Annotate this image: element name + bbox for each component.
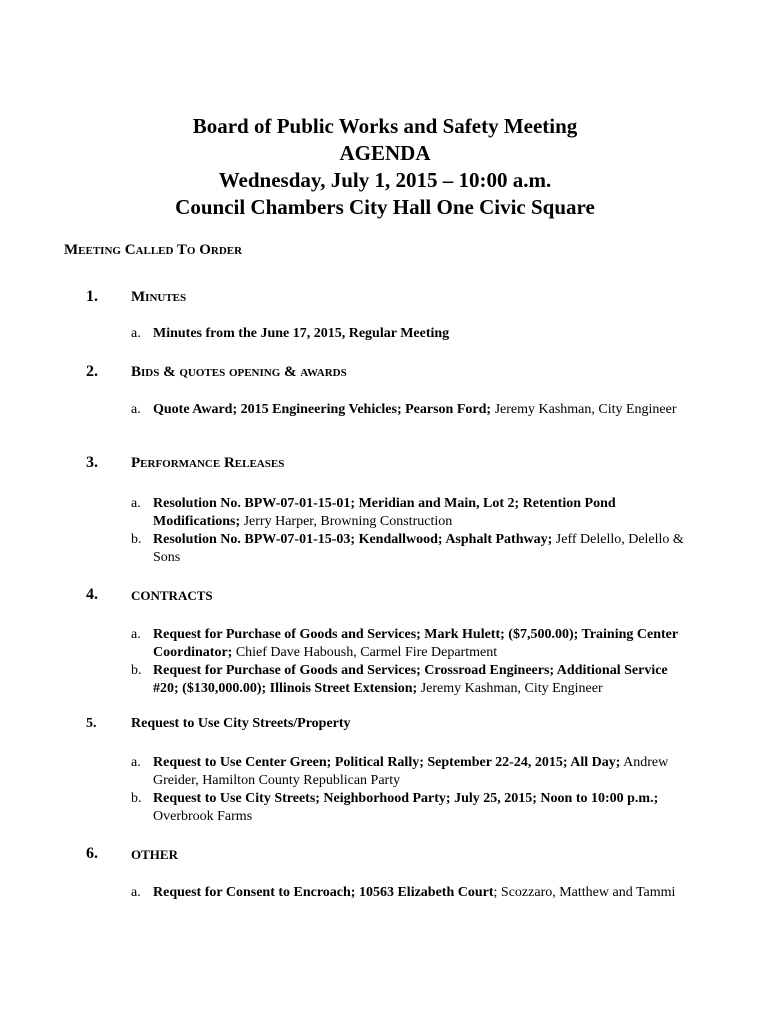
item-bold-text: Request for Purchase of Goods and Services; Crossroad Engineers; Additional Service #20; ($130,000.00); Illinois Street Extension; [153, 663, 668, 696]
item-letter: a. [131, 402, 141, 417]
section-number: 5. [86, 716, 97, 731]
agenda-item [131, 626, 691, 662]
item-letter: b. [131, 791, 142, 806]
section-number: 2. [86, 363, 98, 380]
section-title-minutes: Minutes [131, 289, 187, 305]
item-bold-text: Quote Award; 2015 Engineering Vehicles; Pearson Ford; [153, 402, 492, 417]
item-text: Jerry Harper, Browning Construction [240, 514, 453, 529]
agenda-item [131, 495, 691, 531]
agenda-label: AGENDA [339, 141, 431, 165]
item-text: Jeremy Kashman, City Engineer [417, 681, 603, 696]
agenda-item [131, 531, 691, 567]
board-title: Board of Public Works and Safety Meeting [192, 114, 578, 138]
item-letter: a. [131, 496, 141, 511]
item-bold-text: Request for Consent to Encroach; 10563 Elizabeth Court [153, 885, 494, 900]
item-letter: a. [131, 885, 141, 900]
agenda-item [131, 884, 691, 902]
section-number: 3. [86, 454, 98, 471]
meeting-called-to-order: Meeting Called To Order [64, 242, 243, 258]
item-text: Andrew Greider, Hamilton County Republican Party [153, 755, 669, 788]
section-title-contracts: CONTRACTS [131, 588, 213, 603]
section-number: 1. [86, 288, 98, 305]
item-letter: a. [131, 755, 141, 770]
item-letter: b. [131, 532, 142, 547]
item-text: ; Scozzaro, Matthew and Tammi [493, 885, 676, 900]
section-title-bids: Bids & quotes opening & awards [131, 364, 347, 380]
agenda-item [131, 754, 691, 790]
agenda-item [131, 325, 691, 343]
section-number: 4. [86, 586, 98, 603]
item-letter: a. [131, 627, 141, 642]
item-text: Chief Dave Haboush, Carmel Fire Department [232, 645, 498, 660]
agenda-item [131, 401, 691, 419]
item-text: Jeff Delello, Delello & Sons [153, 532, 684, 565]
item-bold-text: Request to Use Center Green; Political Rally; September 22-24, 2015; All Day; [153, 755, 621, 770]
meeting-date: Wednesday, July 1, 2015 – 10:00 a.m. [218, 168, 552, 192]
item-bold-text: Resolution No. BPW-07-01-15-01; Meridian and Main, Lot 2; Retention Pond Modifications; [153, 496, 616, 529]
item-bold-text: Request to Use City Streets; Neighborhood Party; July 25, 2015; Noon to 10:00 p.m.; [153, 791, 659, 806]
agenda-item [131, 790, 691, 826]
agenda-header [0, 113, 770, 221]
section-title-performance-releases: Performance Releases [131, 455, 285, 471]
section-title-other: OTHER [131, 847, 178, 862]
section-title-city-streets: Request to Use City Streets/Property [131, 716, 351, 731]
meeting-location: Council Chambers City Hall One Civic Square [175, 195, 595, 219]
item-text: Jeremy Kashman, City Engineer [491, 402, 677, 417]
item-bold-text: Minutes from the June 17, 2015, Regular Meeting [153, 326, 450, 341]
item-letter: b. [131, 663, 142, 678]
item-bold-text: Resolution No. BPW-07-01-15-03; Kendallwood; Asphalt Pathway; [153, 532, 553, 547]
item-text: Overbrook Farms [153, 809, 253, 824]
section-number: 6. [86, 845, 98, 862]
agenda-item [131, 662, 691, 698]
item-bold-text: Request for Purchase of Goods and Services; Mark Hulett; ($7,500.00); Training Center Coordinator; [153, 627, 678, 660]
item-letter: a. [131, 326, 141, 341]
